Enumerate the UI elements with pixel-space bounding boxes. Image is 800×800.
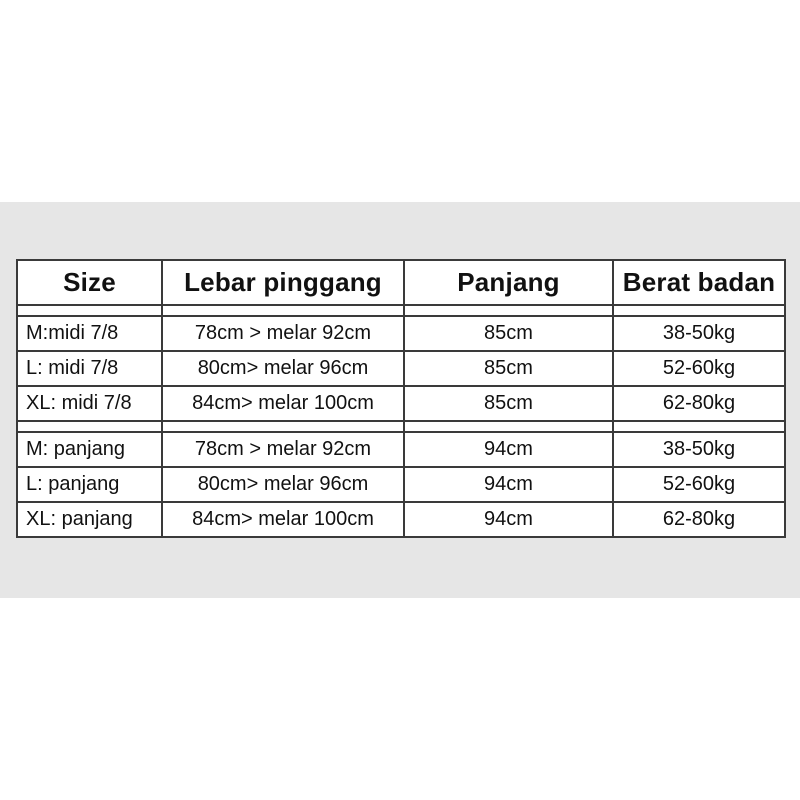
length-cell: 94cm	[404, 467, 613, 502]
table-row	[17, 467, 785, 502]
header-row	[17, 260, 785, 305]
length-cell: 85cm	[404, 316, 613, 351]
spacer-cell	[613, 305, 785, 316]
header-panjang: Panjang	[404, 260, 613, 305]
table-row	[17, 316, 785, 351]
spacer-cell	[162, 305, 404, 316]
spacer-cell	[17, 305, 162, 316]
waist-cell: 80cm> melar 96cm	[162, 351, 404, 386]
weight-cell: 52-60kg	[613, 351, 785, 386]
size-chart-table	[16, 259, 786, 538]
spacer-cell	[404, 421, 613, 432]
spacer-cell	[17, 421, 162, 432]
weight-cell: 62-80kg	[613, 386, 785, 421]
waist-cell: 80cm> melar 96cm	[162, 467, 404, 502]
table-row	[17, 351, 785, 386]
waist-cell: 84cm> melar 100cm	[162, 386, 404, 421]
length-cell: 94cm	[404, 502, 613, 537]
size-cell: L: midi 7/8	[17, 351, 162, 386]
table-row	[17, 432, 785, 467]
spacer-cell	[162, 421, 404, 432]
header-size: Size	[17, 260, 162, 305]
length-cell: 94cm	[404, 432, 613, 467]
weight-cell: 62-80kg	[613, 502, 785, 537]
length-cell: 85cm	[404, 386, 613, 421]
length-cell: 85cm	[404, 351, 613, 386]
waist-cell: 84cm> melar 100cm	[162, 502, 404, 537]
weight-cell: 38-50kg	[613, 432, 785, 467]
spacer-row	[17, 421, 785, 432]
weight-cell: 38-50kg	[613, 316, 785, 351]
table-row	[17, 386, 785, 421]
table-row	[17, 502, 785, 537]
size-cell: L: panjang	[17, 467, 162, 502]
spacer-cell	[404, 305, 613, 316]
waist-cell: 78cm > melar 92cm	[162, 432, 404, 467]
spacer-cell	[613, 421, 785, 432]
spacer-row	[17, 305, 785, 316]
waist-cell: 78cm > melar 92cm	[162, 316, 404, 351]
size-cell: M:midi 7/8	[17, 316, 162, 351]
header-lebar-pinggang: Lebar pinggang	[162, 260, 404, 305]
size-cell: XL: panjang	[17, 502, 162, 537]
size-cell: M: panjang	[17, 432, 162, 467]
weight-cell: 52-60kg	[613, 467, 785, 502]
header-berat-badan: Berat badan	[613, 260, 785, 305]
size-cell: XL: midi 7/8	[17, 386, 162, 421]
